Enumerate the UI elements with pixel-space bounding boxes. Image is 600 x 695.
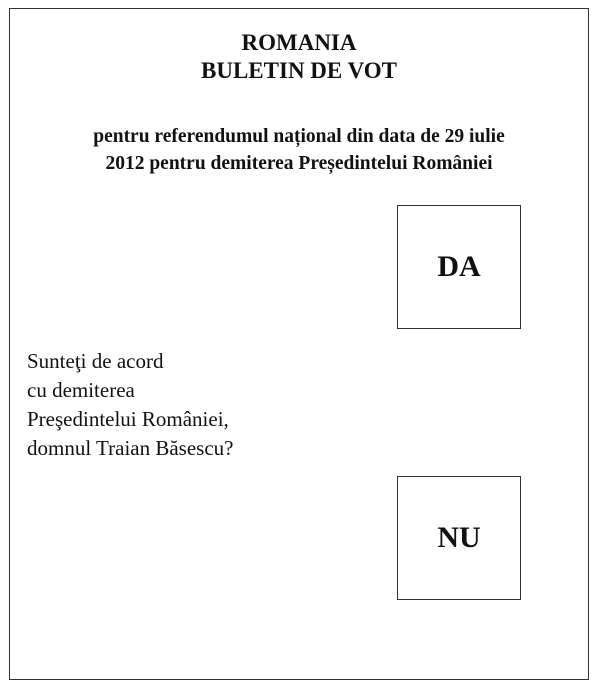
question-line: cu demiterea — [27, 378, 135, 402]
referendum-question — [27, 347, 233, 463]
referendum-purpose — [10, 123, 588, 177]
country-heading: ROMANIA — [241, 30, 357, 55]
purpose-line: 2012 pentru demiterea Președintelui României — [105, 153, 493, 174]
option-da-box[interactable] — [397, 205, 521, 329]
question-line: Preşedintelui României, — [27, 407, 229, 431]
ballot-paper — [9, 8, 589, 680]
option-nu-label: NU — [437, 521, 481, 554]
option-nu-box[interactable] — [397, 476, 521, 600]
purpose-line: pentru referendumul național din data de 29 iulie — [93, 126, 505, 147]
option-da-label: DA — [437, 250, 481, 283]
question-line: domnul Traian Băsescu? — [27, 436, 234, 460]
question-line: Sunteţi de acord — [27, 349, 164, 373]
ballot-title: BULETIN DE VOT — [201, 58, 397, 83]
